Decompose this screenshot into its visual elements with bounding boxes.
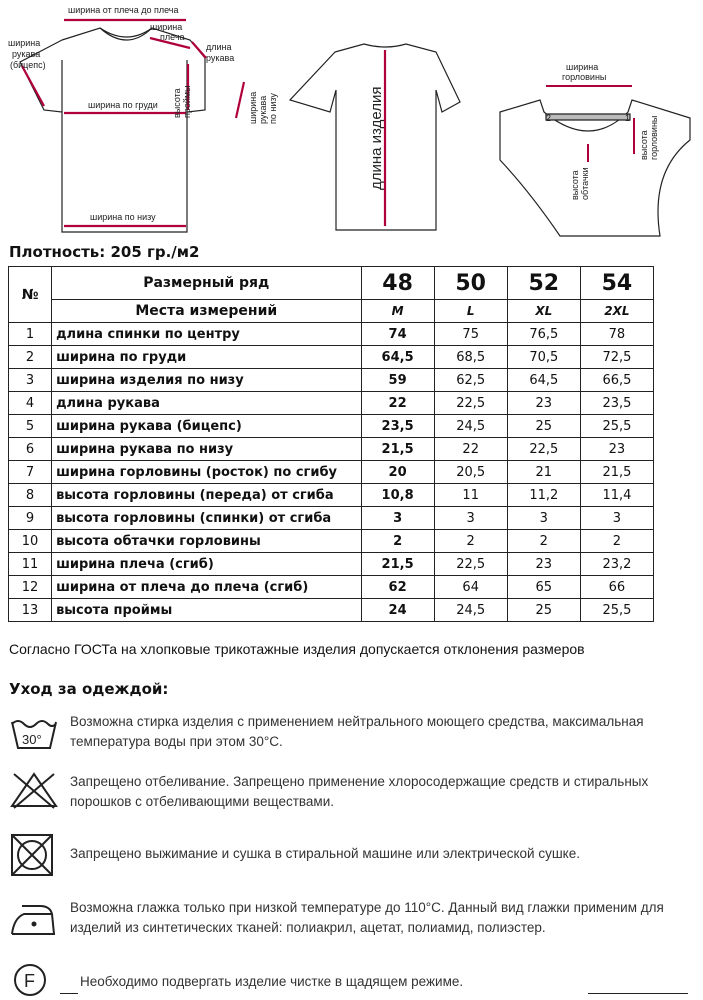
- size-value: 22,5: [434, 392, 507, 415]
- size-value: 25: [507, 599, 580, 622]
- front-tshirt-diagram: [20, 28, 205, 232]
- table-row: [9, 369, 654, 392]
- table-row: [9, 392, 654, 415]
- neck-measure-arrows: [546, 86, 634, 162]
- code-xl: XL: [507, 300, 580, 323]
- size-value: 10,8: [361, 484, 434, 507]
- measurement-name: ширина горловины (росток) по сгибу: [52, 461, 361, 484]
- size-value: 23,5: [361, 415, 434, 438]
- measurement-name: высота обтачки горловины: [52, 530, 361, 553]
- label-garment-length-wrap: [368, 87, 385, 190]
- label-sleeve-bottom: [248, 92, 278, 124]
- dry-clean-f-icon: [8, 962, 52, 1000]
- size-value: 75: [434, 323, 507, 346]
- label-neck-height-1: высота: [639, 130, 649, 160]
- size-value: 76,5: [507, 323, 580, 346]
- table-row: [9, 553, 654, 576]
- size-value: 24: [361, 599, 434, 622]
- neck-detail-diagram: [500, 100, 690, 236]
- size-value: 22: [434, 438, 507, 461]
- measurement-name: длина спинки по центру: [52, 323, 361, 346]
- size-value: 64: [434, 576, 507, 599]
- care-text-dry: Запрещено выжимание и сушка в стиральной машине или электрической сушке.: [70, 846, 580, 861]
- size-50: 50: [434, 267, 507, 300]
- label-shoulder-width-2: плеча: [160, 32, 185, 42]
- measurement-name: ширина по груди: [52, 346, 361, 369]
- size-value: 23: [507, 553, 580, 576]
- size-54: 54: [580, 267, 653, 300]
- table-row: [9, 346, 654, 369]
- size-value: 24,5: [434, 415, 507, 438]
- label-neck-width-1: ширина: [566, 62, 599, 72]
- size-value: 2: [361, 530, 434, 553]
- label-armhole-height-1: высота: [172, 88, 182, 118]
- code-m: M: [361, 300, 434, 323]
- size-value: 24,5: [434, 599, 507, 622]
- measurement-name: ширина плеча (сгиб): [52, 553, 361, 576]
- size-value: 21,5: [361, 438, 434, 461]
- label-sleeve-bottom-2: рукава: [258, 95, 268, 124]
- sleeve-bottom-arrow: [236, 82, 244, 118]
- size-value: 21,5: [580, 461, 653, 484]
- size-value: 64,5: [507, 369, 580, 392]
- size-value: 68,5: [434, 346, 507, 369]
- size-value: 25,5: [580, 415, 653, 438]
- care-title: Уход за одеждой:: [9, 680, 169, 698]
- measurement-name: ширина рукава (бицепс): [52, 415, 361, 438]
- label-binding-height-2: обтачки: [580, 167, 590, 200]
- places-header: Места измерений: [52, 300, 361, 323]
- row-number: 4: [9, 392, 52, 415]
- size-value: 11: [434, 484, 507, 507]
- size-value: 11,4: [580, 484, 653, 507]
- iron-low-icon: [8, 896, 58, 940]
- row-number: 10: [9, 530, 52, 553]
- size-value: 62: [361, 576, 434, 599]
- label-sleeve-length-1: длина: [206, 42, 232, 52]
- care-text-iron: Возможна глажка только при низкой температуре до 110°С. Данный вид глажки применим для изделий из синтетических тканей: полиакрил, ацетат, полиамид, полиэстер.: [70, 900, 664, 935]
- label-sleeve-width-3: (бицепс): [10, 60, 46, 70]
- size-52: 52: [507, 267, 580, 300]
- size-value: 74: [361, 323, 434, 346]
- size-value: 3: [580, 507, 653, 530]
- footer-line-right: [588, 993, 688, 994]
- size-value: 20,5: [434, 461, 507, 484]
- size-value: 20: [361, 461, 434, 484]
- size-table: [8, 266, 654, 622]
- row-number: 5: [9, 415, 52, 438]
- size-value: 2: [580, 530, 653, 553]
- label-binding-height-1: высота: [570, 170, 580, 200]
- no-tumble-dry-icon: [8, 832, 56, 878]
- size-value: 62,5: [434, 369, 507, 392]
- size-value: 23: [580, 438, 653, 461]
- size-value: 66,5: [580, 369, 653, 392]
- care-text-wash: Возможна стирка изделия с применением нейтрального моющего средства, максимальная температура воды при этом 30°С.: [70, 714, 644, 749]
- measurement-name: длина рукава: [52, 392, 361, 415]
- size-value: 25: [507, 415, 580, 438]
- no-bleach-icon: [8, 770, 60, 810]
- size-value: 23,5: [580, 392, 653, 415]
- size-value: 2: [507, 530, 580, 553]
- care-text-dryclean: Необходимо подвергать изделие чистке в щадящем режиме.: [80, 974, 464, 989]
- label-sleeve-width-2: рукава: [12, 49, 41, 59]
- mark-1: 1: [625, 113, 631, 123]
- label-garment-length: длина изделия: [368, 86, 385, 190]
- dry-clean-letter: F: [24, 971, 35, 991]
- size-value: 72,5: [580, 346, 653, 369]
- size-value: 23: [507, 392, 580, 415]
- tshirt-diagrams-svg: [0, 0, 703, 240]
- measurement-name: высота горловины (спинки) от сгиба: [52, 507, 361, 530]
- row-number: 12: [9, 576, 52, 599]
- code-l: L: [434, 300, 507, 323]
- measurement-name: ширина от плеча до плеча (сгиб): [52, 576, 361, 599]
- label-bottom-width: ширина по низу: [90, 212, 156, 222]
- row-number: 7: [9, 461, 52, 484]
- table-row: [9, 438, 654, 461]
- label-shoulder-width-1: ширина: [150, 22, 183, 32]
- row-number: 2: [9, 346, 52, 369]
- size-value: 70,5: [507, 346, 580, 369]
- size-value: 3: [507, 507, 580, 530]
- label-sleeve-length-2: рукава: [206, 53, 235, 63]
- row-number: 8: [9, 484, 52, 507]
- size-value: 59: [361, 369, 434, 392]
- table-row: [9, 415, 654, 438]
- table-row: [9, 461, 654, 484]
- row-number: 1: [9, 323, 52, 346]
- size-value: 21: [507, 461, 580, 484]
- code-header-row: [9, 300, 654, 323]
- size-value: 78: [580, 323, 653, 346]
- label-sleeve-bottom-3: по низу: [268, 93, 278, 124]
- fabric-density: Плотность: 205 гр./м2: [9, 243, 200, 261]
- table-row: [9, 323, 654, 346]
- measurement-name: ширина изделия по низу: [52, 369, 361, 392]
- gost-note: Согласно ГОСТа на хлопковые трикотажные изделия допускается отклонения размеров: [9, 641, 585, 657]
- footer-line-left: [60, 993, 78, 994]
- row-number: 11: [9, 553, 52, 576]
- label-chest-width: ширина по груди: [88, 100, 158, 110]
- table-row: [9, 576, 654, 599]
- measurement-diagrams: [0, 0, 703, 240]
- label-neck-width-2: горловины: [562, 72, 607, 82]
- size-value: 65: [507, 576, 580, 599]
- care-text-bleach: Запрещено отбеливание. Запрещено применение хлоросодержащие средств и стиральных порошков с отбеливающими веществами.: [70, 774, 649, 809]
- wash-30-icon: [8, 714, 60, 752]
- measurement-name: ширина рукава по низу: [52, 438, 361, 461]
- row-number: 6: [9, 438, 52, 461]
- label-shoulder-to-shoulder: ширина от плеча до плеча: [68, 5, 179, 15]
- label-armhole-height: [172, 85, 192, 118]
- table-row: [9, 530, 654, 553]
- table-row: [9, 507, 654, 530]
- table-row: [9, 484, 654, 507]
- wash-temp-text: 30°: [22, 732, 42, 747]
- size-value: 2: [434, 530, 507, 553]
- size-value: 23,2: [580, 553, 653, 576]
- mark-2: 2: [546, 113, 552, 123]
- size-value: 21,5: [361, 553, 434, 576]
- label-neck-height: [639, 116, 659, 160]
- size-value: 11,2: [507, 484, 580, 507]
- size-value: 22: [361, 392, 434, 415]
- size-48: 48: [361, 267, 434, 300]
- size-value: 25,5: [580, 599, 653, 622]
- size-value: 22,5: [434, 553, 507, 576]
- size-header-row: [9, 267, 654, 300]
- row-number: 3: [9, 369, 52, 392]
- row-number: 13: [9, 599, 52, 622]
- size-value: 3: [434, 507, 507, 530]
- label-neck-height-2: горловины: [649, 115, 659, 160]
- measurement-name: высота горловины (переда) от сгиба: [52, 484, 361, 507]
- label-sleeve-width-1: ширина: [8, 38, 41, 48]
- label-sleeve-bottom-1: ширина: [248, 91, 258, 124]
- code-2xl: 2XL: [580, 300, 653, 323]
- size-row-header: Размерный ряд: [52, 267, 361, 300]
- no-header: №: [9, 267, 52, 323]
- size-value: 66: [580, 576, 653, 599]
- table-row: [9, 599, 654, 622]
- row-number: 9: [9, 507, 52, 530]
- size-value: 3: [361, 507, 434, 530]
- label-armhole-height-2: проймы: [182, 85, 192, 118]
- size-value: 64,5: [361, 346, 434, 369]
- label-binding-height: [570, 167, 590, 200]
- size-value: 22,5: [507, 438, 580, 461]
- measurement-name: высота проймы: [52, 599, 361, 622]
